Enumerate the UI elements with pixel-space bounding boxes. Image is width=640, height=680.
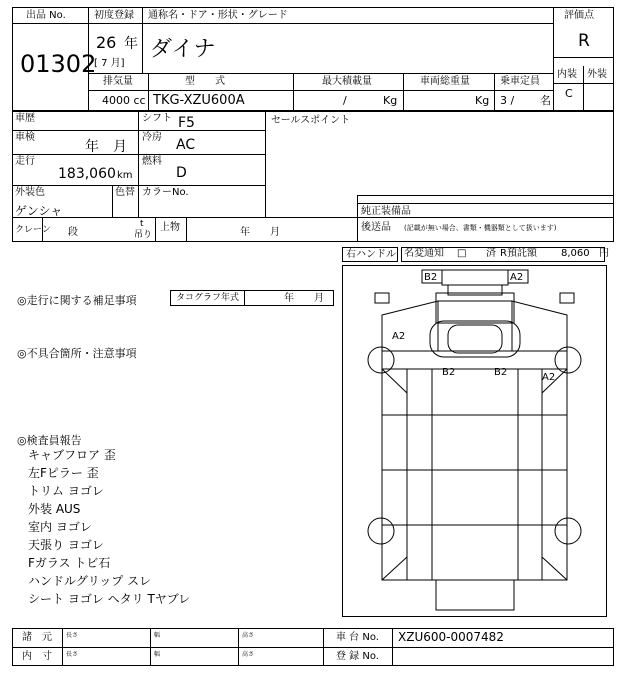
- inspector-report-line: 天張り ヨゴレ: [28, 538, 104, 552]
- inspector-report-line: キャブフロア 歪: [28, 448, 116, 462]
- inner-height-label: 高さ: [242, 651, 255, 658]
- displacement-value: 4000 cc: [102, 94, 146, 107]
- name-change-checkbox: □: [457, 248, 467, 259]
- upper-body-value: 年 月: [240, 227, 280, 238]
- dimensions-label: 諸 元: [22, 632, 52, 643]
- shaken-label: 車検: [15, 132, 35, 143]
- color-value: ゲンシャ: [15, 204, 63, 218]
- max-load-label: 最大積載量: [322, 76, 372, 87]
- first-registration-month: [ 7 月]: [94, 58, 125, 69]
- shift-value: F5: [178, 115, 195, 131]
- car-name-label: 通称名・ドア・形状・グレード: [148, 10, 288, 21]
- capacity-unit: 名: [540, 94, 551, 107]
- tachograph-label: タコグラフ年式: [176, 293, 240, 303]
- chassis-number-label: 車 台 No.: [336, 632, 379, 643]
- capacity-label: 乗車定員: [500, 76, 540, 87]
- fuel-value: D: [176, 165, 187, 181]
- damage-mark: A2: [392, 331, 406, 342]
- upper-body-label: 上物: [160, 222, 180, 233]
- recycle-deposit-label: R預託額: [500, 248, 537, 259]
- recycle-deposit-value: 8,060: [561, 248, 590, 259]
- inspector-report-line: Fガラス トビ石: [28, 556, 111, 570]
- inspector-report-line: 左Fピラー 歪: [28, 466, 99, 480]
- dim-length-label: 長さ: [66, 632, 79, 639]
- model-label: 型 式: [185, 76, 225, 87]
- mileage-label: 走行: [15, 156, 35, 167]
- recycle-unit: 円: [599, 248, 609, 259]
- crane-label: クレーン: [15, 225, 51, 235]
- car-name: ダイナ: [150, 37, 216, 62]
- dim-height-label: 高さ: [242, 632, 255, 639]
- max-load-unit: Kg: [383, 94, 398, 107]
- delivery-note: (記載が無い場合、書類・機器類として扱います): [404, 224, 557, 232]
- max-load-value: /: [343, 94, 347, 107]
- right-hand-drive-badge: 右ハンドル: [342, 247, 398, 262]
- capacity-value: 3 /: [500, 94, 515, 107]
- registration-number-label: 登 録 No.: [336, 651, 379, 662]
- inspector-report-line: ハンドルグリップ スレ: [28, 574, 152, 588]
- damage-mark: A2: [542, 372, 556, 383]
- inspector-report-line: 室内 ヨゴレ: [28, 520, 92, 534]
- damage-mark: A2: [510, 272, 524, 283]
- fuel-label: 燃料: [142, 156, 162, 167]
- dim-width-label: 幅: [154, 632, 161, 639]
- vehicle-damage-diagram: [342, 265, 607, 617]
- damage-mark: B2: [494, 367, 508, 378]
- exterior-score-label: 外装: [587, 69, 607, 80]
- inspector-report-line: シート ヨゴレ ヘタリ Tヤブレ: [28, 592, 191, 606]
- year-unit: 年: [124, 36, 138, 52]
- mileage-value: 183,060: [58, 166, 116, 182]
- lot-number: 01302: [20, 50, 97, 78]
- defects-title: ◎不具合箇所・注意事項: [17, 347, 137, 360]
- inner-length-label: 長さ: [66, 651, 79, 658]
- score-label: 評価点: [564, 10, 594, 21]
- name-change-label: 名変通知: [404, 248, 444, 259]
- inspector-report-title: ◎検査員報告: [17, 434, 82, 447]
- shaken-value: 年 月: [85, 139, 127, 155]
- inner-width-label: 幅: [154, 651, 161, 658]
- crane-step-label: 段: [68, 227, 78, 238]
- delivery-label: 後送品: [361, 222, 391, 233]
- first-registration-year: 26: [96, 33, 117, 52]
- displacement-label: 排気量: [103, 76, 133, 87]
- tachograph-value: 年 月: [284, 293, 324, 304]
- shift-label: シフト: [142, 113, 172, 124]
- damage-mark: B2: [442, 367, 456, 378]
- inner-dimensions-label: 内 寸: [22, 651, 52, 662]
- gross-weight-label: 車両総重量: [420, 76, 470, 87]
- mileage-unit: km: [117, 170, 133, 181]
- color-code-label: カラーNo.: [142, 187, 189, 198]
- ac-value: AC: [176, 137, 196, 153]
- lot-number-label: 出品 No.: [26, 10, 66, 21]
- model-value: TKG-XZU600A: [153, 93, 245, 108]
- crane-hoist-label: 吊り: [134, 230, 153, 240]
- genuine-equipment-label: 純正装備品: [361, 206, 411, 217]
- driving-remarks-title: ◎走行に関する補足事項: [17, 294, 137, 307]
- score-value: R: [578, 31, 590, 51]
- color-label: 外装色: [15, 187, 45, 198]
- history-label: 車歴: [15, 113, 35, 124]
- interior-score-value: C: [565, 87, 573, 100]
- inspector-report-line: トリム ヨゴレ: [28, 484, 104, 498]
- first-registration-label: 初度登録: [94, 10, 134, 21]
- recycle-paid-label: 済: [486, 248, 496, 259]
- color-change-label: 色替: [115, 187, 135, 198]
- gross-weight-unit: Kg: [475, 94, 490, 107]
- crane-ton-label: t: [140, 219, 144, 229]
- sales-point-label: セールスポイント: [271, 115, 351, 126]
- damage-mark: B2: [424, 272, 438, 283]
- ac-label: 冷房: [142, 132, 162, 143]
- chassis-number: XZU600-0007482: [398, 630, 504, 644]
- interior-score-label: 内装: [557, 69, 577, 80]
- inspector-report-line: 外装 AUS: [28, 502, 81, 516]
